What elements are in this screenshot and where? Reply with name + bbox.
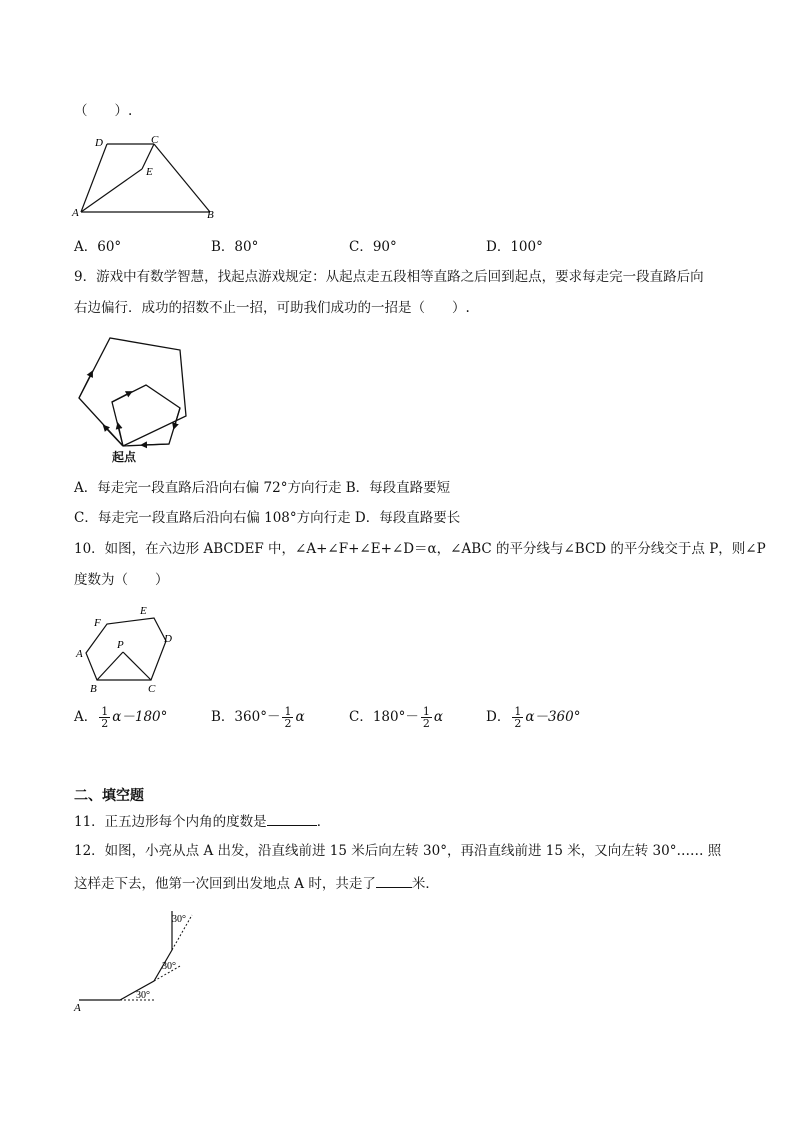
q9-arrow-small-2	[174, 408, 180, 428]
q9-arrow-small-1	[142, 444, 169, 445]
q8-segment-ae	[81, 169, 142, 212]
q10-option-d-post: α－360°	[525, 709, 581, 725]
q8-label-d: D	[95, 137, 103, 149]
q10-option-b-fraction	[282, 706, 293, 729]
q10-label-p: P	[117, 639, 124, 651]
q8-label-b: B	[207, 209, 214, 221]
q10-label-f: F	[94, 617, 101, 629]
q10-option-a-post: α－180°	[112, 709, 168, 725]
section-title-fill-in: 二、填空题	[74, 788, 144, 804]
q10-option-a	[74, 706, 167, 729]
q10-option-b-letter: B．	[211, 709, 235, 725]
q12-text: 这样走下去，他第一次回到出发地点 A 时，共走了	[74, 876, 376, 892]
q12-walk-path	[79, 911, 172, 1000]
q8-label-c: C	[151, 134, 159, 146]
q10-option-c-letter: C．	[349, 709, 373, 725]
q10-option-a-letter: A．	[74, 709, 98, 725]
q9-question-line1: 9．游戏中有数学智慧，找起点游戏规定：从起点走五段相等直路之后回到起点，要求每走完一段直路后向	[74, 269, 704, 285]
q8-label-e: E	[146, 166, 153, 178]
q8-option-d-letter: D．	[486, 239, 511, 255]
q9-option-line2: C．每走完一段直路后沿向右偏 108°方向行走 D．每段直路要长	[74, 510, 461, 526]
q12-answer-blank[interactable]	[376, 873, 412, 888]
q10-option-a-num: 1	[101, 705, 109, 718]
q12-angle-label-2: 30°	[162, 961, 176, 972]
q11-question	[74, 811, 330, 831]
q8-option-b-text: 80°	[234, 239, 259, 255]
q9-start-label: 起点	[112, 450, 137, 464]
q9-pentagon-figure	[74, 334, 194, 466]
q12-angle-label-1: 30°	[136, 990, 150, 1001]
q8-option-d	[486, 238, 543, 256]
q9-arrow-small-3	[112, 392, 131, 402]
q8-label-a: A	[72, 207, 79, 219]
q8-option-c	[349, 238, 397, 256]
q8-question-tail: （ ）.	[74, 103, 133, 119]
q10-option-b	[211, 706, 305, 729]
q10-question-line2: 度数为（ ）	[74, 572, 169, 588]
q9-small-pentagon	[112, 385, 180, 446]
q8-option-b-letter: B．	[211, 239, 235, 255]
q12-question-line1: 12．如图，小亮从点 A 出发，沿直线前进 15 米后向左转 30°，再沿直线前进 15 米，又向左转 30°…… 照	[74, 843, 722, 859]
q10-label-c: C	[148, 683, 156, 695]
q10-option-b-pre: 360°－	[234, 709, 281, 725]
q10-option-d-num: 1	[514, 705, 522, 718]
q12-path-figure	[70, 905, 200, 1017]
q10-bisector-c	[123, 652, 151, 680]
q11-end: ．	[316, 814, 331, 830]
q10-option-a-den: 2	[101, 717, 109, 730]
q12-label-a: A	[74, 1002, 81, 1014]
q10-option-d-fraction	[512, 706, 523, 729]
q10-option-d	[486, 706, 580, 729]
q8-option-c-text: 90°	[372, 239, 397, 255]
q10-label-e: E	[140, 605, 147, 617]
q10-label-d: D	[164, 633, 172, 645]
q10-option-d-letter: D．	[486, 709, 511, 725]
q10-option-c-pre: 180°－	[372, 709, 419, 725]
q12-end: 米．	[411, 876, 439, 892]
q8-edge-da	[81, 144, 107, 212]
q8-option-c-letter: C．	[349, 239, 373, 255]
q10-hexagon-figure	[74, 600, 184, 695]
q10-option-c-num: 1	[422, 705, 430, 718]
q8-edge-bc	[154, 144, 210, 212]
q9-arrow-large	[79, 372, 92, 398]
q12-angle-label-3: 30°	[172, 914, 186, 925]
q11-text: 11．正五边形每个内角的度数是	[74, 814, 267, 830]
q12-question-line2	[74, 873, 439, 893]
q10-option-b-post: α	[295, 709, 305, 725]
q10-label-a: A	[76, 648, 83, 660]
q8-option-b	[211, 238, 258, 256]
q9-question-line2: 右边偏行．成功的招数不止一招，可助我们成功的一招是（ ）.	[74, 300, 470, 316]
q10-option-c	[349, 706, 443, 729]
q10-option-d-den: 2	[514, 717, 522, 730]
q10-option-c-post: α	[433, 709, 443, 725]
q10-label-b: B	[90, 683, 97, 695]
q8-trapezoid-figure	[70, 132, 230, 227]
q8-option-d-text: 100°	[510, 239, 543, 255]
q8-option-a	[74, 238, 121, 256]
q10-option-c-fraction	[421, 706, 432, 729]
q10-option-c-den: 2	[422, 717, 430, 730]
q11-answer-blank[interactable]	[267, 811, 317, 826]
q10-question-line1: 10．如图，在六边形 ABCDEF 中，∠A+∠F+∠E+∠D＝α，∠ABC 的平分线与∠BCD 的平分线交于点 P，则∠P	[74, 541, 766, 557]
q10-option-a-fraction	[99, 706, 110, 729]
q10-option-b-num: 1	[284, 705, 292, 718]
q9-option-line1: A．每走完一段直路后沿向右偏 72°方向行走 B．每段直路要短	[74, 480, 451, 496]
q10-option-b-den: 2	[284, 717, 292, 730]
q8-option-a-letter: A．	[74, 239, 98, 255]
q10-bisector-b	[97, 652, 123, 680]
q8-option-a-text: 60°	[97, 239, 122, 255]
